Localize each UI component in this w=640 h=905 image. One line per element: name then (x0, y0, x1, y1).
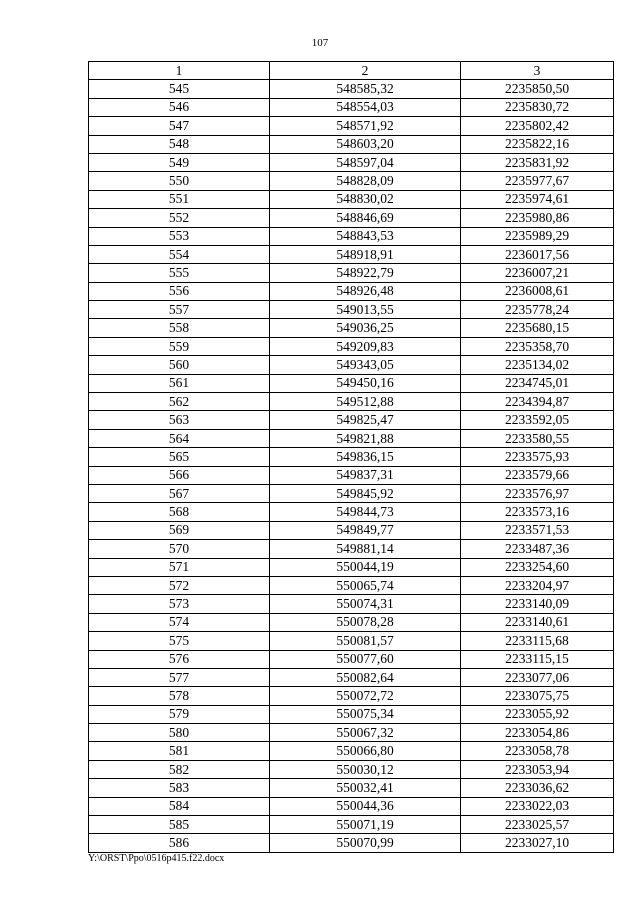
y-coordinate-cell: 2233487,36 (461, 540, 614, 558)
x-coordinate-cell: 549837,31 (270, 466, 461, 484)
table-row (89, 687, 614, 705)
x-coordinate-cell: 549209,83 (270, 337, 461, 355)
point-number-cell: 553 (89, 227, 270, 245)
y-coordinate-cell: 2235778,24 (461, 301, 614, 319)
y-coordinate-cell: 2233140,09 (461, 595, 614, 613)
y-coordinate-cell: 2235134,02 (461, 356, 614, 374)
y-coordinate-cell: 2236007,21 (461, 264, 614, 282)
x-coordinate-cell: 550044,36 (270, 797, 461, 815)
y-coordinate-cell: 2235977,67 (461, 172, 614, 190)
point-number-cell: 558 (89, 319, 270, 337)
x-coordinate-cell: 548585,32 (270, 80, 461, 98)
table-row (89, 668, 614, 686)
y-coordinate-cell: 2233573,16 (461, 503, 614, 521)
point-number-cell: 554 (89, 245, 270, 263)
table-row (89, 153, 614, 171)
point-number-cell: 572 (89, 576, 270, 594)
table-row (89, 356, 614, 374)
y-coordinate-cell: 2234745,01 (461, 374, 614, 392)
x-coordinate-cell: 548830,02 (270, 190, 461, 208)
y-coordinate-cell: 2236008,61 (461, 282, 614, 300)
x-coordinate-cell: 548846,69 (270, 209, 461, 227)
x-coordinate-cell: 549821,88 (270, 429, 461, 447)
y-coordinate-cell: 2233204,97 (461, 576, 614, 594)
point-number-cell: 574 (89, 613, 270, 631)
y-coordinate-cell: 2235680,15 (461, 319, 614, 337)
x-coordinate-cell: 550074,31 (270, 595, 461, 613)
y-coordinate-cell: 2235850,50 (461, 80, 614, 98)
x-coordinate-cell: 550078,28 (270, 613, 461, 631)
x-coordinate-cell: 548926,48 (270, 282, 461, 300)
point-number-cell: 556 (89, 282, 270, 300)
y-coordinate-cell: 2233025,57 (461, 816, 614, 834)
table-row (89, 337, 614, 355)
table-row (89, 209, 614, 227)
x-coordinate-cell: 548922,79 (270, 264, 461, 282)
table-row (89, 448, 614, 466)
point-number-cell: 577 (89, 668, 270, 686)
point-number-cell: 585 (89, 816, 270, 834)
point-number-cell: 548 (89, 135, 270, 153)
table-row (89, 190, 614, 208)
column-header-3: 3 (461, 62, 614, 80)
table-row (89, 595, 614, 613)
table-row (89, 724, 614, 742)
x-coordinate-cell: 550071,19 (270, 816, 461, 834)
page-number: 107 (311, 37, 329, 49)
table-row (89, 521, 614, 539)
point-number-cell: 583 (89, 779, 270, 797)
y-coordinate-cell: 2233592,05 (461, 411, 614, 429)
table-row (89, 135, 614, 153)
table-row (89, 117, 614, 135)
table-row (89, 264, 614, 282)
table-row (89, 779, 614, 797)
point-number-cell: 568 (89, 503, 270, 521)
y-coordinate-cell: 2235358,70 (461, 337, 614, 355)
point-number-cell: 571 (89, 558, 270, 576)
table-row (89, 301, 614, 319)
x-coordinate-cell: 550070,99 (270, 834, 461, 852)
y-coordinate-cell: 2235822,16 (461, 135, 614, 153)
y-coordinate-cell: 2233575,93 (461, 448, 614, 466)
x-coordinate-cell: 550032,41 (270, 779, 461, 797)
table-row (89, 650, 614, 668)
x-coordinate-cell: 549845,92 (270, 484, 461, 502)
point-number-cell: 552 (89, 209, 270, 227)
table-row (89, 245, 614, 263)
point-number-cell: 575 (89, 632, 270, 650)
point-number-cell: 565 (89, 448, 270, 466)
table-row (89, 760, 614, 778)
x-coordinate-cell: 549844,73 (270, 503, 461, 521)
y-coordinate-cell: 2233036,62 (461, 779, 614, 797)
point-number-cell: 555 (89, 264, 270, 282)
x-coordinate-cell: 549450,16 (270, 374, 461, 392)
point-number-cell: 586 (89, 834, 270, 852)
y-coordinate-cell: 2233077,06 (461, 668, 614, 686)
y-coordinate-cell: 2233027,10 (461, 834, 614, 852)
y-coordinate-cell: 2233115,15 (461, 650, 614, 668)
point-number-cell: 584 (89, 797, 270, 815)
point-number-cell: 566 (89, 466, 270, 484)
y-coordinate-cell: 2233140,61 (461, 613, 614, 631)
x-coordinate-cell: 550066,80 (270, 742, 461, 760)
point-number-cell: 545 (89, 80, 270, 98)
x-coordinate-cell: 548843,53 (270, 227, 461, 245)
x-coordinate-cell: 549512,88 (270, 393, 461, 411)
x-coordinate-cell: 550082,64 (270, 668, 461, 686)
footer-file-path: Y:\ORST\Ppo\0516p415.f22.docx (88, 853, 225, 864)
y-coordinate-cell: 2235802,42 (461, 117, 614, 135)
point-number-cell: 550 (89, 172, 270, 190)
x-coordinate-cell: 549849,77 (270, 521, 461, 539)
table-row (89, 429, 614, 447)
x-coordinate-cell: 550044,19 (270, 558, 461, 576)
y-coordinate-cell: 2233058,78 (461, 742, 614, 760)
point-number-cell: 549 (89, 153, 270, 171)
table-row (89, 742, 614, 760)
point-number-cell: 569 (89, 521, 270, 539)
point-number-cell: 546 (89, 98, 270, 116)
y-coordinate-cell: 2233576,97 (461, 484, 614, 502)
table-row (89, 503, 614, 521)
point-number-cell: 580 (89, 724, 270, 742)
y-coordinate-cell: 2233053,94 (461, 760, 614, 778)
y-coordinate-cell: 2233579,66 (461, 466, 614, 484)
table-body (89, 80, 614, 852)
column-header-1: 1 (89, 62, 270, 80)
table-row (89, 705, 614, 723)
x-coordinate-cell: 549825,47 (270, 411, 461, 429)
y-coordinate-cell: 2233054,86 (461, 724, 614, 742)
point-number-cell: 570 (89, 540, 270, 558)
y-coordinate-cell: 2233055,92 (461, 705, 614, 723)
y-coordinate-cell: 2233022,03 (461, 797, 614, 815)
y-coordinate-cell: 2235989,29 (461, 227, 614, 245)
point-number-cell: 573 (89, 595, 270, 613)
y-coordinate-cell: 2235974,61 (461, 190, 614, 208)
x-coordinate-cell: 548918,91 (270, 245, 461, 263)
x-coordinate-cell: 548603,20 (270, 135, 461, 153)
table-row (89, 797, 614, 815)
x-coordinate-cell: 548571,92 (270, 117, 461, 135)
point-number-cell: 564 (89, 429, 270, 447)
x-coordinate-cell: 550072,72 (270, 687, 461, 705)
y-coordinate-cell: 2235831,92 (461, 153, 614, 171)
point-number-cell: 576 (89, 650, 270, 668)
x-coordinate-cell: 550075,34 (270, 705, 461, 723)
table-row (89, 466, 614, 484)
point-number-cell: 582 (89, 760, 270, 778)
point-number-cell: 551 (89, 190, 270, 208)
y-coordinate-cell: 2235830,72 (461, 98, 614, 116)
table-row (89, 80, 614, 98)
x-coordinate-cell: 550077,60 (270, 650, 461, 668)
point-number-cell: 561 (89, 374, 270, 392)
x-coordinate-cell: 550065,74 (270, 576, 461, 594)
point-number-cell: 559 (89, 337, 270, 355)
y-coordinate-cell: 2235980,86 (461, 209, 614, 227)
y-coordinate-cell: 2233580,55 (461, 429, 614, 447)
x-coordinate-cell: 549013,55 (270, 301, 461, 319)
y-coordinate-cell: 2233115,68 (461, 632, 614, 650)
table-header-row (89, 62, 614, 80)
point-number-cell: 547 (89, 117, 270, 135)
column-header-2: 2 (270, 62, 461, 80)
coordinates-table (88, 61, 614, 853)
x-coordinate-cell: 549881,14 (270, 540, 461, 558)
table-row (89, 98, 614, 116)
table-row (89, 411, 614, 429)
y-coordinate-cell: 2236017,56 (461, 245, 614, 263)
table-row (89, 613, 614, 631)
table-row (89, 319, 614, 337)
x-coordinate-cell: 550081,57 (270, 632, 461, 650)
table-row (89, 558, 614, 576)
x-coordinate-cell: 550067,32 (270, 724, 461, 742)
table-row (89, 632, 614, 650)
point-number-cell: 563 (89, 411, 270, 429)
y-coordinate-cell: 2234394,87 (461, 393, 614, 411)
table-row (89, 172, 614, 190)
table-row (89, 374, 614, 392)
table-row (89, 540, 614, 558)
y-coordinate-cell: 2233075,75 (461, 687, 614, 705)
x-coordinate-cell: 550030,12 (270, 760, 461, 778)
point-number-cell: 560 (89, 356, 270, 374)
table-row (89, 484, 614, 502)
x-coordinate-cell: 549836,15 (270, 448, 461, 466)
table-row (89, 834, 614, 852)
x-coordinate-cell: 548828,09 (270, 172, 461, 190)
y-coordinate-cell: 2233254,60 (461, 558, 614, 576)
y-coordinate-cell: 2233571,53 (461, 521, 614, 539)
table-row (89, 816, 614, 834)
point-number-cell: 578 (89, 687, 270, 705)
table-row (89, 576, 614, 594)
x-coordinate-cell: 549036,25 (270, 319, 461, 337)
point-number-cell: 562 (89, 393, 270, 411)
point-number-cell: 557 (89, 301, 270, 319)
table-row (89, 227, 614, 245)
table-row (89, 393, 614, 411)
point-number-cell: 579 (89, 705, 270, 723)
point-number-cell: 581 (89, 742, 270, 760)
table-row (89, 282, 614, 300)
point-number-cell: 567 (89, 484, 270, 502)
x-coordinate-cell: 548554,03 (270, 98, 461, 116)
x-coordinate-cell: 548597,04 (270, 153, 461, 171)
x-coordinate-cell: 549343,05 (270, 356, 461, 374)
